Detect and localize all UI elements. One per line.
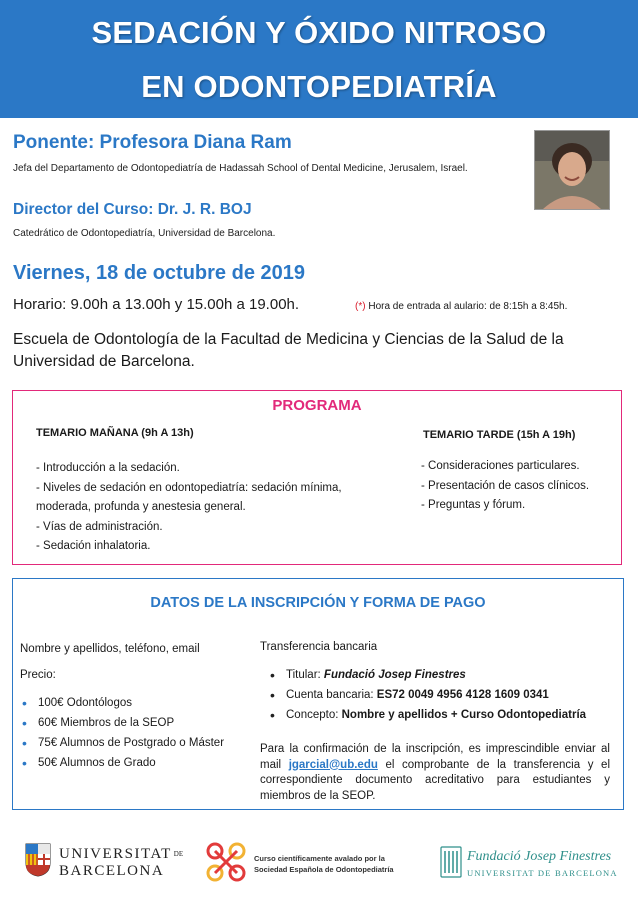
note-mark: (*) (355, 301, 366, 312)
confirm-text (260, 742, 610, 804)
ub-de: DE (173, 850, 184, 858)
ub-name (59, 846, 219, 880)
inscripcion-box (12, 578, 624, 810)
speaker-photo (534, 130, 610, 210)
email-link[interactable]: jgarcial@ub.edu (288, 758, 378, 771)
fjf-logo-icon (440, 845, 462, 879)
event-date: Viernes, 18 de octubre de 2019 (13, 262, 306, 284)
list-item: moderada, profunda y anestesia general. (36, 501, 246, 513)
entrada-note (355, 301, 567, 312)
cuenta-label: Cuenta bancaria: (286, 689, 377, 701)
ub-line-2: BARCELONA (59, 863, 165, 879)
list-item: - Preguntas y fórum. (421, 499, 526, 511)
cuenta-item (268, 685, 618, 705)
banner-line-1: SEDACIÓN Y ÓXIDO NITROSO (91, 15, 547, 50)
ponente-subtitle: Jefa del Departamento de Odontopediatría de Hadassah School of Dental Medicine, Jerusalem, Israel. (13, 163, 468, 174)
director-subtitle: Catedrático de Odontopediatría, Universidad de Barcelona. (13, 228, 276, 239)
pago-list (268, 665, 618, 725)
list-item: • 100€ Odontólogos (20, 693, 250, 713)
precios-list (20, 693, 250, 773)
banner-line-2: EN ODONTOPEDIATRÍA (141, 69, 497, 104)
ponente-title: Ponente: Profesora Diana Ram (13, 132, 292, 153)
temario-tarde-list (421, 457, 611, 516)
confirm-part-1: Para la confirmación de la inscripción, es imprescindible enviar al mail (260, 743, 610, 771)
list-item: • 50€ Alumnos de Grado (20, 753, 250, 773)
seop-line-1: Curso científicamente avalado por la (254, 854, 385, 863)
fjf-title: Fundació Josep Finestres (467, 849, 612, 864)
titular-value: Fundació Josep Finestres (323, 669, 466, 681)
programa-title: PROGRAMA (272, 397, 362, 414)
temario-manana-list (36, 459, 386, 557)
concepto-label: Concepto: (286, 709, 342, 721)
concepto-item (268, 705, 618, 725)
list-item: - Presentación de casos clínicos. (421, 479, 590, 492)
list-item: - Sedación inhalatoria. (36, 540, 151, 552)
temario-tarde-title: TEMARIO TARDE (15h A 19h) (423, 429, 576, 441)
director-title: Director del Curso: Dr. J. R. BOJ (13, 201, 252, 218)
portrait-image (535, 131, 609, 209)
venue-text: Escuela de Odontología de la Facultad de Medicina y Ciencias de la Salud de la Universidad de Barcelona. (13, 331, 564, 370)
note-text: Hora de entrada al aulario: de 8:15h a 8:45h. (365, 301, 568, 312)
ub-shield-icon (25, 843, 51, 877)
nombre-text: Nombre y apellidos, teléfono, email (20, 643, 200, 655)
list-item: - Vías de administración. (36, 520, 163, 533)
confirm-part-2: el comprobante de la transferencia y el correspondiente documento acreditativo para estudiantes y miembros de la SEOP. (260, 758, 610, 802)
list-item: - Introducción a la sedación. (36, 462, 180, 474)
list-item: - Niveles de sedación en odontopediatría: sedación mínima, (36, 481, 342, 494)
list-item: • 60€ Miembros de la SEOP (20, 713, 250, 733)
precio-label: Precio: (20, 669, 56, 681)
inscripcion-title: DATOS DE LA INSCRIPCIÓN Y FORMA DE PAGO (150, 595, 486, 611)
ub-line-1: UNIVERSITAT (59, 846, 172, 862)
fjf-subtitle: UNIVERSITAT DE BARCELONA (467, 868, 618, 878)
concepto-value: Nombre y apellidos + Curso Odontopediatría (341, 709, 587, 721)
transferencia-label: Transferencia bancaria (260, 641, 378, 653)
title-banner (0, 0, 638, 118)
list-item: - Consideraciones particulares. (421, 460, 580, 472)
horario-text: Horario: 9.00h a 13.00h y 15.00h a 19.00h. (13, 296, 300, 313)
list-item: • 75€ Alumnos de Postgrado o Máster (20, 733, 250, 753)
seop-text (254, 853, 394, 875)
seop-line-2: Sociedad Española de Odontopediatría (254, 865, 394, 874)
programa-box (12, 390, 622, 565)
seop-logo-icon (205, 842, 247, 882)
titular-label: Titular: (286, 669, 324, 681)
temario-manana-title: TEMARIO MAÑANA (9h A 13h) (36, 427, 194, 439)
cuenta-value: ES72 0049 4956 4128 1609 0341 (376, 689, 549, 701)
titular-item (268, 665, 618, 685)
